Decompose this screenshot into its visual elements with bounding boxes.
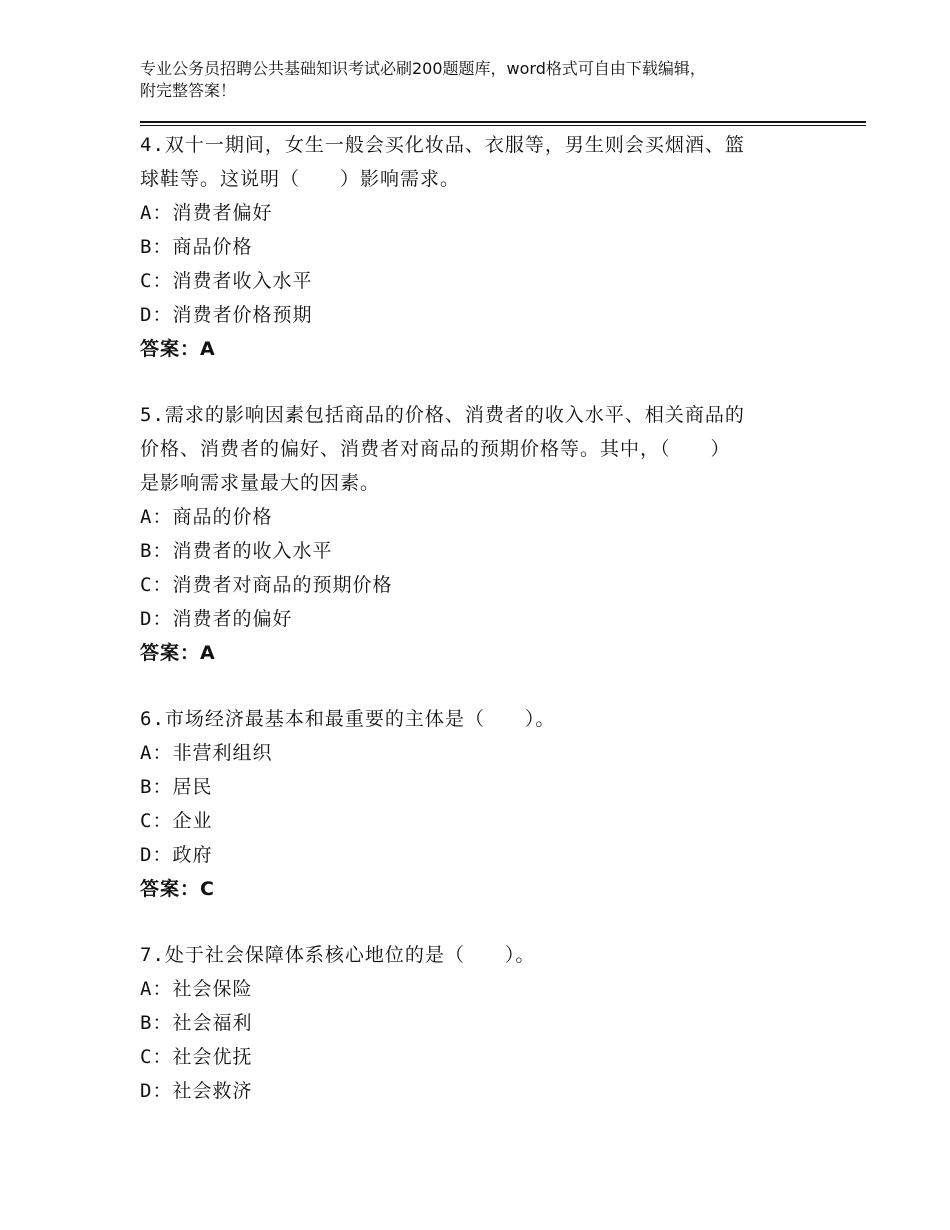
option-b: B：居民: [140, 776, 213, 798]
option-c: C：社会优抚: [140, 1046, 253, 1068]
option-b: B：消费者的收入水平: [140, 540, 333, 562]
question-stem-line: 5.需求的影响因素包括商品的价格、消费者的收入水平、相关商品的: [140, 404, 745, 426]
option-c: C：消费者收入水平: [140, 270, 313, 292]
question-stem-line: 6.市场经济最基本和最重要的主体是（ ）。: [140, 708, 556, 730]
question-5: [140, 398, 820, 670]
question-stem-line: 价格、消费者的偏好、消费者对商品的预期价格等。其中，（ ）: [140, 438, 731, 460]
question-list: [140, 128, 820, 1140]
header-line-2: 附完整答案！: [140, 81, 237, 100]
header-rule-thick: [140, 121, 866, 123]
answer-label: 答案：A: [140, 338, 216, 360]
answer-label: 答案：C: [140, 878, 215, 900]
question-stem-line: 4.双十一期间，女生一般会买化妆品、衣服等，男生则会买烟酒、篮: [140, 134, 745, 156]
option-a: A：社会保险: [140, 978, 253, 1000]
header-rule-thin: [140, 125, 866, 126]
option-d: D：消费者价格预期: [140, 304, 313, 326]
option-b: B：商品价格: [140, 236, 253, 258]
question-stem-line: 球鞋等。这说明（ ）影响需求。: [140, 168, 461, 190]
page-header: [140, 58, 840, 102]
answer-label: 答案：A: [140, 642, 216, 664]
option-c: C：企业: [140, 810, 213, 832]
option-a: A：非营利组织: [140, 742, 273, 764]
option-d: D：消费者的偏好: [140, 608, 293, 630]
question-7: [140, 938, 820, 1108]
question-stem-line: 是影响需求量最大的因素。: [140, 472, 381, 494]
option-a: A：商品的价格: [140, 506, 273, 528]
option-c: C：消费者对商品的预期价格: [140, 574, 393, 596]
header-line-1: 专业公务员招聘公共基础知识考试必刷200题题库，word格式可自由下载编辑，: [140, 59, 706, 78]
option-d: D：政府: [140, 844, 213, 866]
question-4: [140, 128, 820, 366]
question-6: [140, 702, 820, 906]
question-stem-line: 7.处于社会保障体系核心地位的是（ ）。: [140, 944, 536, 966]
option-b: B：社会福利: [140, 1012, 253, 1034]
option-a: A：消费者偏好: [140, 202, 273, 224]
option-d: D：社会救济: [140, 1080, 253, 1102]
